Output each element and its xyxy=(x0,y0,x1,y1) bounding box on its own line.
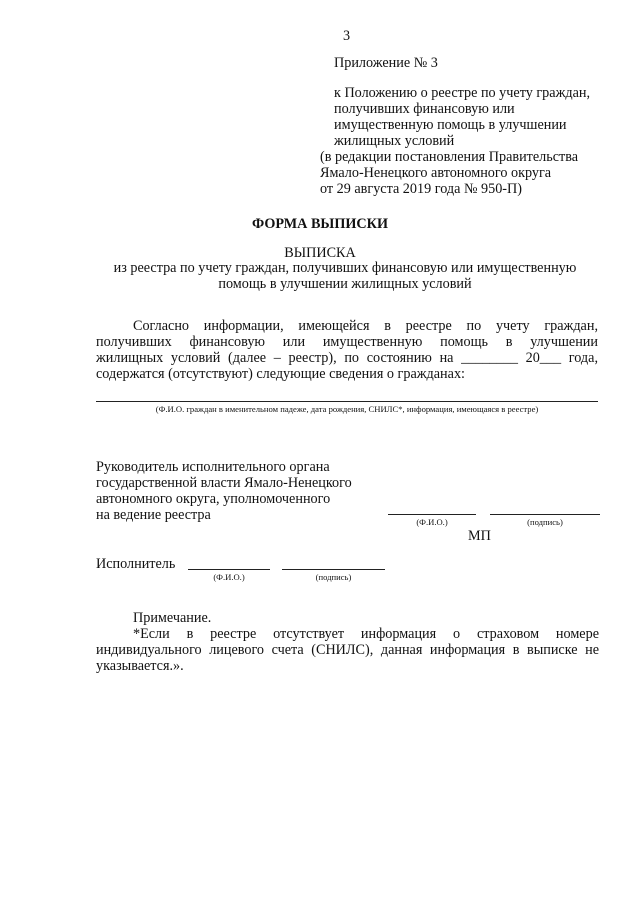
appendix-line: Ямало-Ненецкого автономного округа xyxy=(320,165,552,181)
document-title: ВЫПИСКА xyxy=(284,245,356,261)
note-line: индивидуального лицевого счета (СНИЛС), данная информация в выписке не xyxy=(96,642,599,658)
appendix-line: (в редакции постановления Правительства xyxy=(320,149,579,165)
appendix-line: жилищных условий xyxy=(334,133,455,149)
body-line: жилищных условий (далее – реестр), по состоянию на ________ 20___ года, xyxy=(96,350,598,366)
head-line: на ведение реестра xyxy=(96,507,211,523)
appendix-line: имущественную помощь в улучшении xyxy=(334,117,567,133)
citizen-info-field-line xyxy=(96,401,598,402)
document-subtitle-line: из реестра по учету граждан, получивших финансовую или имущественную xyxy=(113,260,577,276)
body-line: Согласно информации, имеющейся в реестре по учету граждан, xyxy=(133,318,598,334)
seal-label: МП xyxy=(468,528,491,544)
head-fio-line xyxy=(388,514,476,515)
document-subtitle-line: помощь в улучшении жилищных условий xyxy=(218,276,472,292)
note-line: *Если в реестре отсутствует информация о страховом номере xyxy=(133,626,599,642)
appendix-line: к Положению о реестре по учету граждан, xyxy=(334,85,591,101)
appendix-title: Приложение № 3 xyxy=(334,55,438,71)
note-line: указывается.». xyxy=(96,658,184,674)
executor-fio-caption: (Ф.И.О.) xyxy=(213,572,245,582)
head-line: Руководитель исполнительного органа xyxy=(96,459,330,475)
executor-signature-line xyxy=(282,569,385,570)
head-signature-line xyxy=(490,514,600,515)
page-number: 3 xyxy=(343,28,351,44)
note-title: Примечание. xyxy=(133,610,212,626)
head-signature-caption: (подпись) xyxy=(527,517,563,527)
executor-label: Исполнитель xyxy=(96,556,176,572)
head-fio-caption: (Ф.И.О.) xyxy=(416,517,448,527)
citizen-info-caption: (Ф.И.О. граждан в именительном падеже, дата рождения, СНИЛС*, информация, имеющаяся в реестре) xyxy=(155,404,539,414)
executor-fio-line xyxy=(188,569,270,570)
form-title: ФОРМА ВЫПИСКИ xyxy=(251,216,388,232)
body-line: содержатся (отсутствуют) следующие сведения о гражданах: xyxy=(96,366,465,382)
head-line: автономного округа, уполномоченного xyxy=(96,491,331,507)
appendix-line: получивших финансовую или xyxy=(334,101,515,117)
head-line: государственной власти Ямало-Ненецкого xyxy=(96,475,352,491)
executor-signature-caption: (подпись) xyxy=(315,572,352,582)
body-line: получивших финансовую или имущественную помощь в улучшении xyxy=(96,334,598,350)
appendix-line: от 29 августа 2019 года № 950-П) xyxy=(320,181,523,197)
